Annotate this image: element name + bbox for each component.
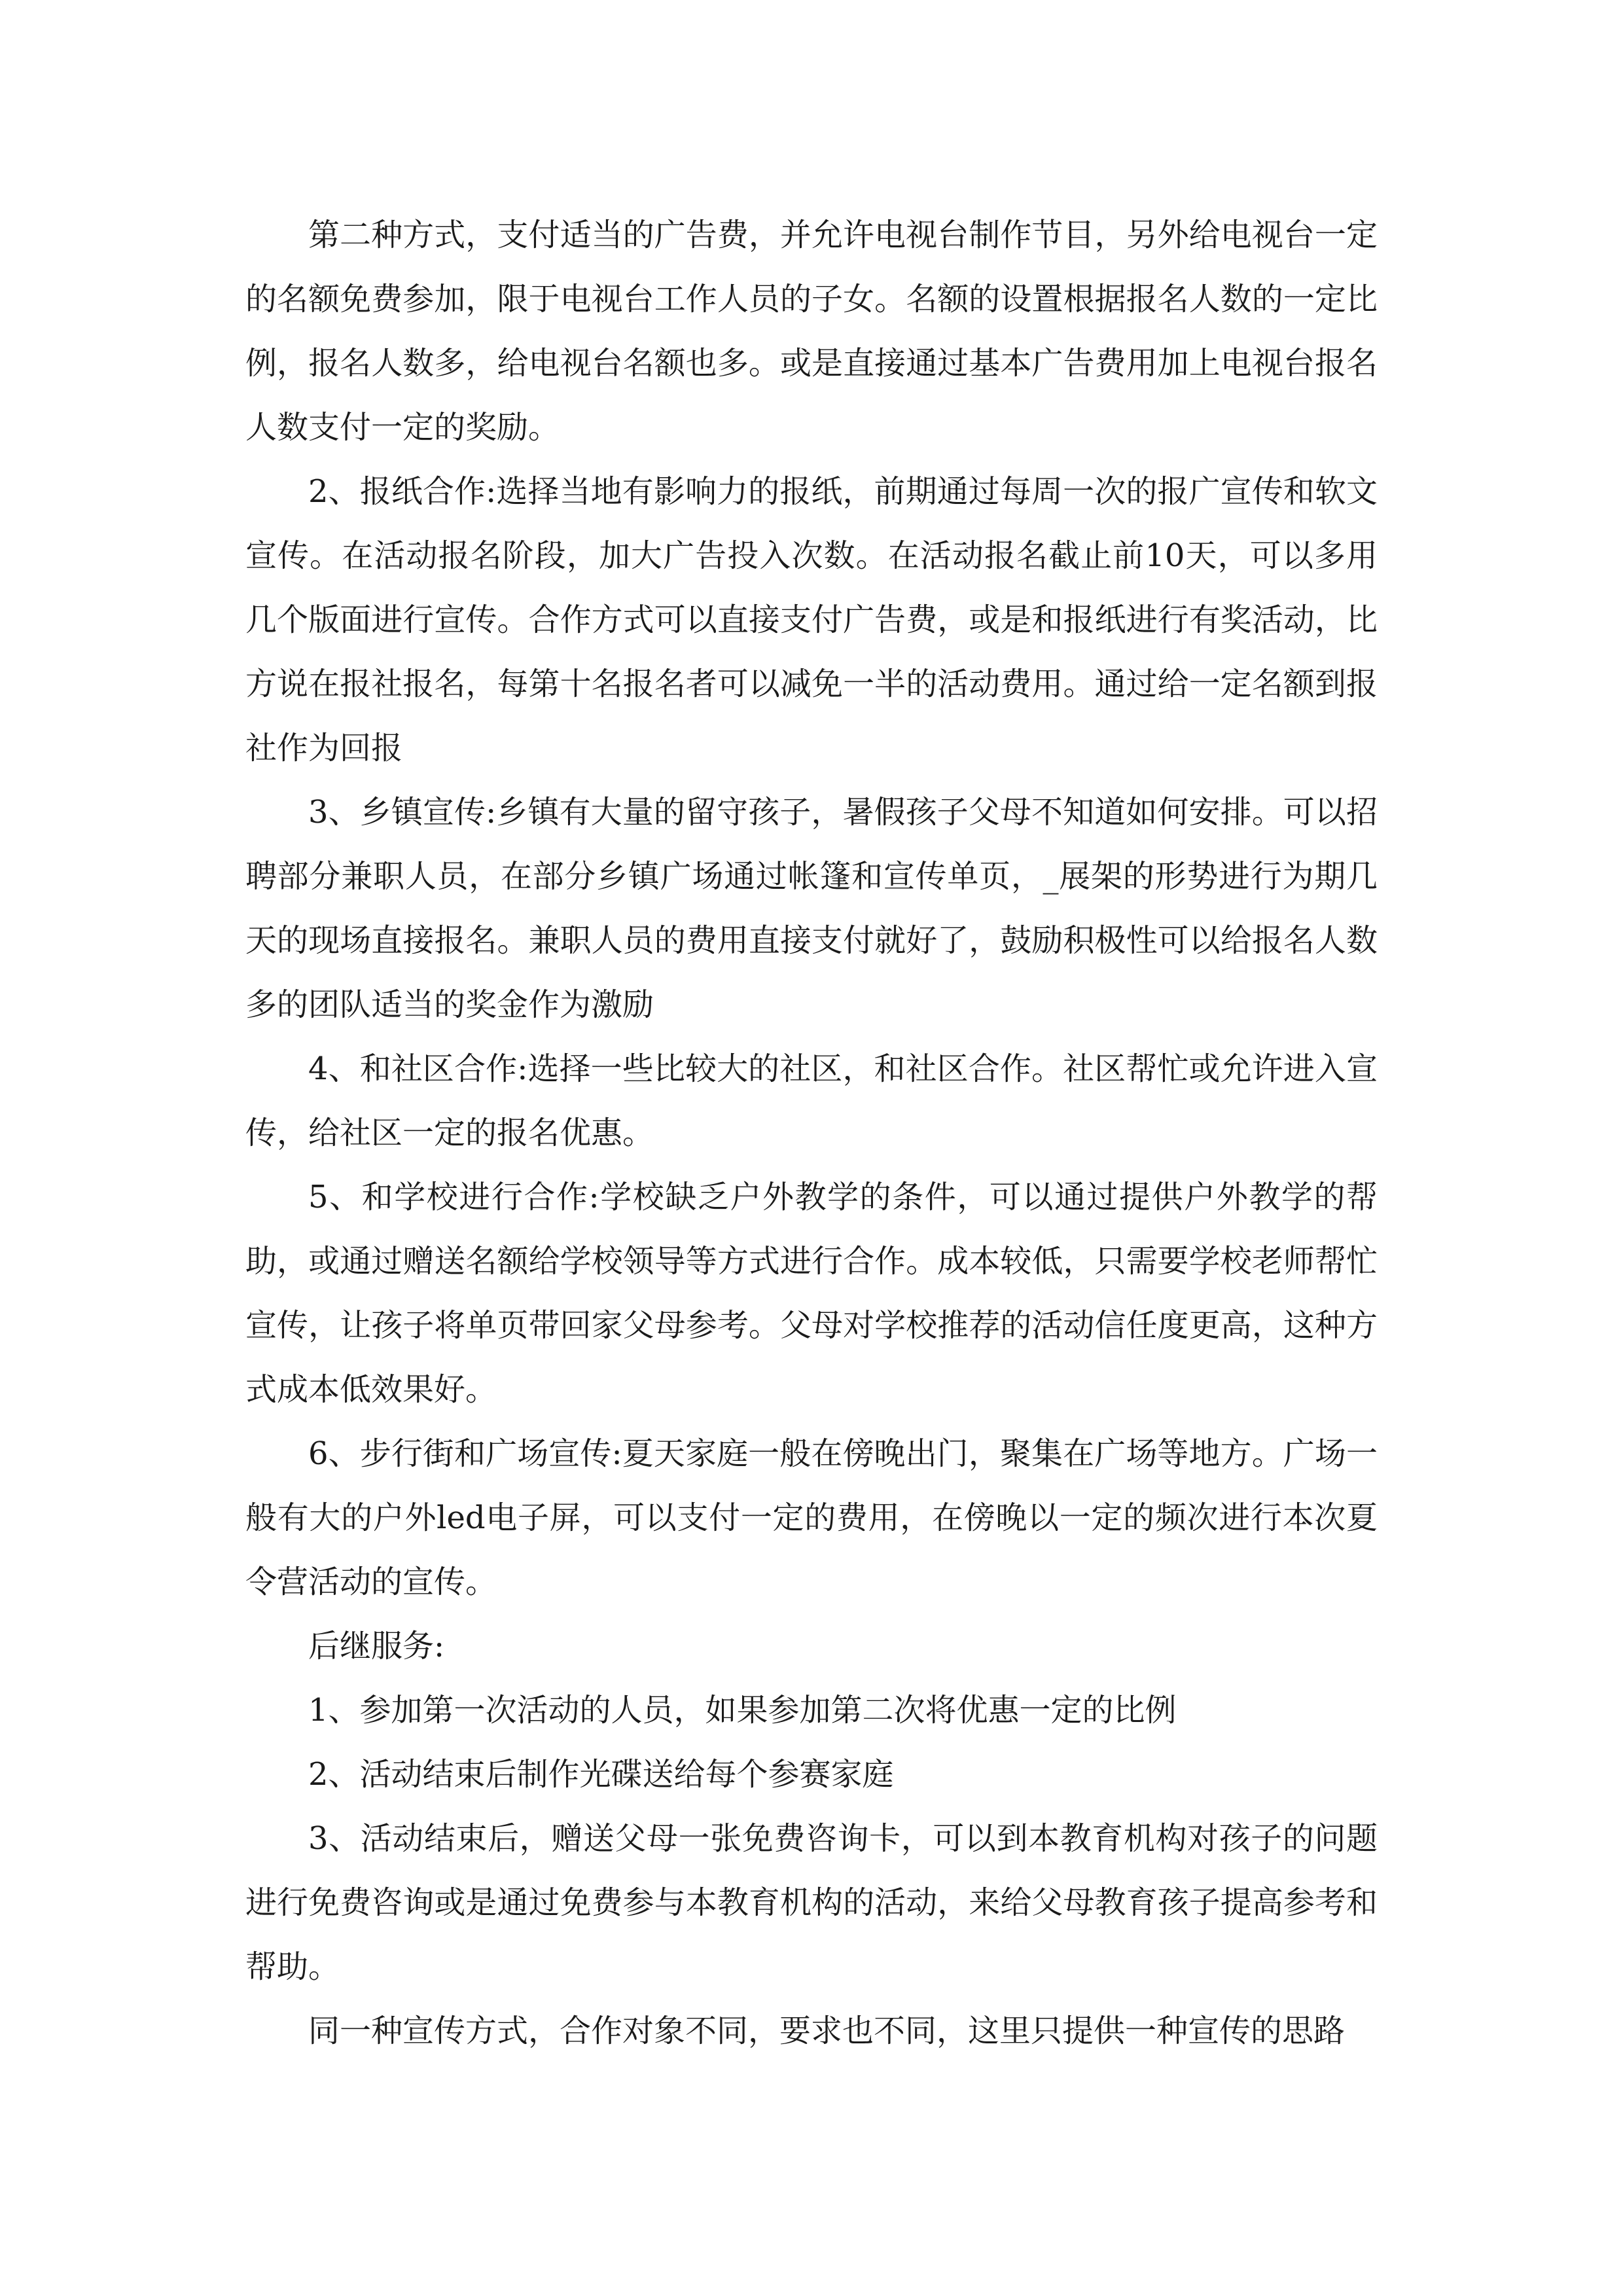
list-item-follow-up-1: 1、参加第一次活动的人员，如果参加第二次将优惠一定的比例: [308, 1692, 1177, 1729]
list-item-follow-up-3: 3、活动结束后，赠送父母一张免费咨询卡，可以到本教育机构对孩子的问题进行免费咨询或是通过免费参与本教育机构的活动，来给父母教育孩子提高参考和帮助。: [245, 1820, 1378, 1985]
paragraph-school-cooperation: 5、和学校进行合作:学校缺乏户外教学的条件，可以通过提供户外教学的帮助，或通过赠送名额给学校领导等方式进行合作。成本较低，只需要学校老师帮忙宣传，让孩子将单页带回家父母参考。父母对学校推荐的活动信任度更高，这种方式成本低效果好。: [245, 1179, 1378, 1408]
list-item-follow-up-2: 2、活动结束后制作光碟送给每个参赛家庭: [308, 1756, 894, 1793]
paragraph-closing-note: 同一种宣传方式，合作对象不同，要求也不同，这里只提供一种宣传的思路: [308, 2013, 1346, 2049]
document-body: [245, 203, 1378, 2063]
paragraph-community-cooperation: 4、和社区合作:选择一些比较大的社区，和社区合作。社区帮忙或允许进入宣传，给社区一定的报名优惠。: [245, 1050, 1378, 1151]
paragraph-street-square-promotion: 6、步行街和广场宣传:夏天家庭一般在傍晚出门，聚集在广场等地方。广场一般有大的户外led电子屏，可以支付一定的费用，在傍晚以一定的频次进行本次夏令营活动的宣传。: [245, 1435, 1378, 1600]
paragraph-tv-option-two: 第二种方式，支付适当的广告费，并允许电视台制作节目，另外给电视台一定的名额免费参加，限于电视台工作人员的子女。名额的设置根据报名人数的一定比例，报名人数多，给电视台名额也多。或是直接通过基本广告费用加上电视台报名人数支付一定的奖励。: [245, 217, 1378, 446]
paragraph-newspaper-cooperation: 2、报纸合作:选择当地有影响力的报纸，前期通过每周一次的报广宣传和软文宣传。在活动报名阶段，加大广告投入次数。在活动报名截止前10天，可以多用几个版面进行宣传。合作方式可以直接支付广告费，或是和报纸进行有奖活动，比方说在报社报名，每第十名报名者可以减免一半的活动费用。通过给一定名额到报社作为回报: [245, 473, 1378, 766]
section-heading-follow-up-service: 后继服务:: [308, 1628, 445, 1664]
paragraph-township-promotion: 3、乡镇宣传:乡镇有大量的留守孩子，暑假孩子父母不知道如何安排。可以招聘部分兼职人员，在部分乡镇广场通过帐篷和宣传单页，_展架的形势进行为期几天的现场直接报名。兼职人员的费用直接支付就好了，鼓励积极性可以给报名人数多的团队适当的奖金作为激励: [245, 794, 1378, 1023]
